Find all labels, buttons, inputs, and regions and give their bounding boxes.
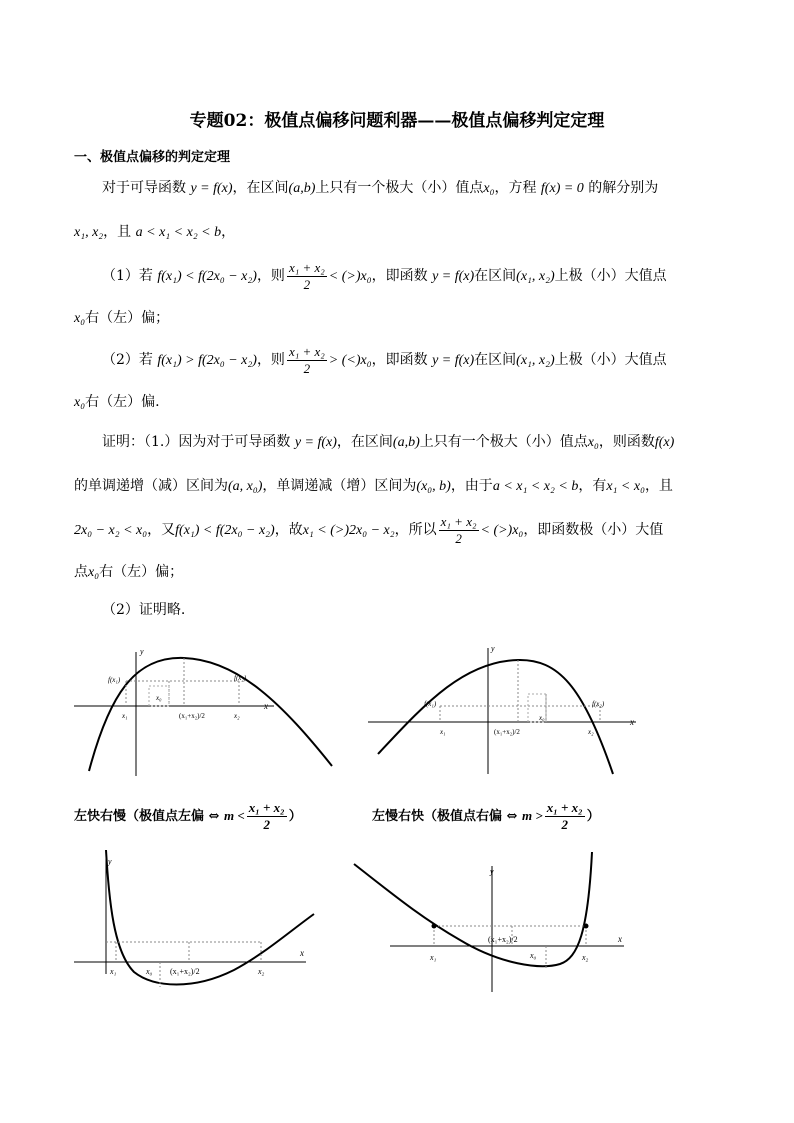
fig1-fx1-label: f(x₁) <box>108 676 121 684</box>
fig4-mid-label: (x₁+x₂)/2 <box>488 935 518 944</box>
proof-line-3: 2x₀ − x₂ < x₀，又f(x₁) < f(2x₀ − x₂)，故x₁ < (>)2x₀ − x₂，所以 $\frac{\text{x₁ + x₂}}{2}$ < (>)x₀，即函数极（小）大值 <box>74 513 664 546</box>
fig4-x1-label: x₁ <box>430 953 437 962</box>
fig2-fx2-label: f(x₂) <box>592 700 605 708</box>
caption-right: 左慢右快（极值点右偏 ⇔ m > $\frac{\text{x₁ + x₂}}{2}$ ） <box>372 800 600 832</box>
case2-fraction: $\frac{\text{x₁ + x₂}}{2}$ <box>288 343 325 376</box>
figure-top-right <box>368 636 648 776</box>
fig1-y-label: y <box>140 647 144 656</box>
fig2-x1-label: x₁ <box>440 728 446 736</box>
fig2-fx1-label: f(x₁) <box>424 700 437 708</box>
proof-line-2: 的单调递增（减）区间为(a, x₀)，单调递减（增）区间为(x₀, b)，由于a < x₁ < x₂ < b，有x₁ < x₀，且 <box>74 478 673 494</box>
proof-line-1: 证明：（1.）因为对于可导函数 y = f(x)，在区间(a,b)上只有一个极大（小）值点x₀，则函数f(x) <box>102 434 675 450</box>
figure-top-left <box>74 636 344 776</box>
proof-fraction: $\frac{\text{x₁ + x₂}}{2}$ <box>440 513 477 546</box>
fig1-x1-label: x₁ <box>122 712 128 720</box>
fig1-mid-label: (x₁+x₂)/2 <box>179 712 205 720</box>
figure-bottom-left <box>74 842 324 992</box>
caption-left: 左快右慢（极值点左偏 ⇔ m < $\frac{\text{x₁ + x₂}}{2}$ ） <box>74 800 302 832</box>
case2-line-1: （2）若 f(x₁) > f(2x₀ − x₂)，则 $\frac{\text{x₁ + x₂}}{2}$ > (<)x₀，即函数 y = f(x)在区间(x₁, x₂)上极（小）大值点 <box>102 343 667 376</box>
case1-fraction: $\frac{\text{x₁ + x₂}}{2}$ <box>288 259 325 292</box>
proof-line-4: 点x₀右（左）偏； <box>74 564 184 580</box>
fig1-fx2-label: f(x₂) <box>234 674 247 682</box>
fig2-mid-label: (x₁+x₂)/2 <box>494 728 520 736</box>
fig4-y-label: y <box>490 867 494 876</box>
fig4-x-label: x <box>618 934 622 944</box>
fig3-mid-label: (x₁+x₂)/2 <box>170 967 200 976</box>
case2-line-2: x₀右（左）偏. <box>74 394 160 410</box>
proof-line-5: （2）证明略. <box>102 602 186 618</box>
fig1-x0-label: x₀ <box>156 694 162 702</box>
fig4-x2-label: x₂ <box>582 953 589 962</box>
fig3-x2-label: x₂ <box>258 967 265 976</box>
case1-line-1: （1）若 f(x₁) < f(2x₀ − x₂)，则 $\frac{\text{x₁ + x₂}}{2}$ < (>)x₀，即函数 y = f(x)在区间(x₁, x₂)上极（小）大值点 <box>102 259 667 292</box>
page-title: 专题02：极值点偏移问题利器——极值点偏移判定定理 <box>189 111 605 131</box>
figure-bottom-right <box>350 842 640 992</box>
fig3-x1-label: x₁ <box>110 967 117 976</box>
fig2-x0-label: x₀ <box>539 714 545 722</box>
fig3-y-label: y <box>108 857 112 866</box>
case1-line-2: x₀右（左）偏； <box>74 310 170 326</box>
fig3-x0-label: x₀ <box>146 967 153 976</box>
fig4-x0-label: x₀ <box>530 951 537 960</box>
fig1-x-label: x <box>264 701 268 711</box>
fig2-x-label: x <box>630 717 634 727</box>
fig2-x2-label: x₂ <box>588 728 594 736</box>
fig2-y-label: y <box>491 644 495 653</box>
fig3-x-label: x <box>300 948 304 958</box>
intro-line-1: 对于可导函数 y = f(x)，在区间(a,b)上只有一个极大（小）值点x₀，方程 f(x) = 0 的解分别为 <box>102 180 659 196</box>
intro-line-2: x₁, x₂，且 a < x₁ < x₂ < b， <box>74 224 236 240</box>
section-heading: 一、极值点偏移的判定定理 <box>74 150 231 165</box>
fig1-x2-label: x₂ <box>234 712 240 720</box>
